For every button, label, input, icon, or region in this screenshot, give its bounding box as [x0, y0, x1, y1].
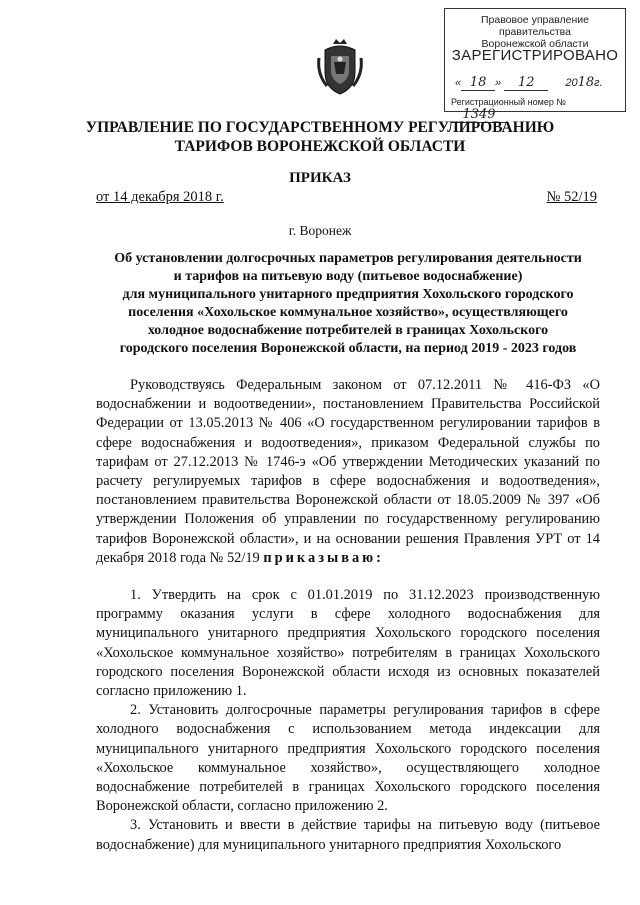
subject-line: поселения «Хохольское коммунальное хозяйство», осуществляющего	[128, 305, 568, 320]
stamp-date-year-suffix: 18	[577, 75, 595, 90]
order-word: приказываю:	[263, 549, 384, 566]
item-2-paragraph: 2. Установить долгосрочные параметры регулирования тарифов в сфере холодного водоснабжения с использованием метода индексации для муниципального унитарного предприятия Хохольского городского поселения «Хохольское коммунальное хозяйство», осуществляющего холодное водоснабжение потребителей в границах Хохольского городского поселения Воронежской области, согласно приложению 2.	[96, 702, 600, 815]
coat-of-arms-icon	[317, 38, 363, 98]
stamp-date: « 18 » 12 2018г.	[455, 75, 603, 90]
subject-line: холодное водоснабжение потребителей в границах Хохольского	[147, 323, 549, 338]
stamp-regnum-label: Регистрационный номер №	[451, 97, 567, 107]
stamp-status: ЗАРЕГИСТРИРОВАНО	[451, 47, 619, 64]
agency-name	[60, 118, 580, 156]
stamp-org-line1: Правовое управление правительства	[480, 14, 589, 38]
document-body	[96, 376, 600, 855]
subject-line: Об установлении долгосрочных параметров регулирования деятельности	[114, 251, 582, 266]
stamp-org-line2: Воронежской области	[481, 38, 589, 50]
preamble-paragraph	[96, 376, 600, 568]
document-subject	[96, 250, 600, 358]
stamp-date-day: 18	[461, 75, 495, 91]
subject-line: городского поселения Воронежской области, на период 2019 - 2023 годов	[119, 341, 577, 356]
document-type: ПРИКАЗ	[289, 170, 351, 186]
preamble-text: Руководствуясь Федеральным законом от 07.12.2011 № 416-ФЗ «О водоснабжении и водоотведении», постановлением Правительства Российской Федерации от 13.05.2013 № 406 «О государственном регулировании тарифов в сфере водоснабжения и водоотведения», приказом Федеральной службы по тарифам от 27.12.2013 № 1746-э «Об утверждении Методических указаний по расчету регулируемых тарифов в сфере водоснабжения и водоотведения», постановлением правительства Воронежской области от 18.05.2009 № 397 «Об утверждении Положения об управлении по государственному регулированию тарифов Воронежской области», и на основании решения Правления УРТ от 14 декабря 2018 года № 52/19	[96, 377, 600, 566]
agency-line1: УПРАВЛЕНИЕ ПО ГОСУДАРСТВЕННОМУ РЕГУЛИРОВАНИЮ	[85, 119, 555, 136]
stamp-organization	[445, 14, 625, 50]
document-date: от 14 декабря 2018 г.	[96, 189, 224, 205]
subject-line: для муниципального унитарного предприятия Хохольского городского	[122, 287, 574, 302]
stamp-date-month: 12	[504, 75, 548, 91]
item-3-paragraph: 3. Установить и ввести в действие тарифы на питьевую воду (питьевое водоснабжение) для муниципального унитарного предприятия Хохольского	[96, 817, 600, 853]
registration-stamp	[444, 8, 626, 122]
item-1-paragraph: 1. Утвердить на срок с 01.01.2019 по 31.12.2023 производственную программу оказания услуги в сфере холодного водоснабжения для муниципального унитарного предприятия Хохольского городского поселения «Хохольское коммунальное хозяйство» потребителям в границах Хохольского городского поселения Воронежской области исходя из основных показателей согласно приложению 1.	[96, 587, 600, 700]
document-number: № 52/19	[546, 189, 597, 205]
document-city: г. Воронеж	[288, 223, 352, 238]
stamp-date-year-prefix: 20	[565, 77, 578, 89]
agency-line2: ТАРИФОВ ВОРОНЕЖСКОЙ ОБЛАСТИ	[174, 138, 466, 155]
stamp-date-suffix: г.	[594, 77, 603, 89]
stamp-regnum-value: 1349	[451, 107, 507, 123]
subject-line: и тарифов на питьевую воду (питьевое водоснабжение)	[173, 269, 523, 284]
